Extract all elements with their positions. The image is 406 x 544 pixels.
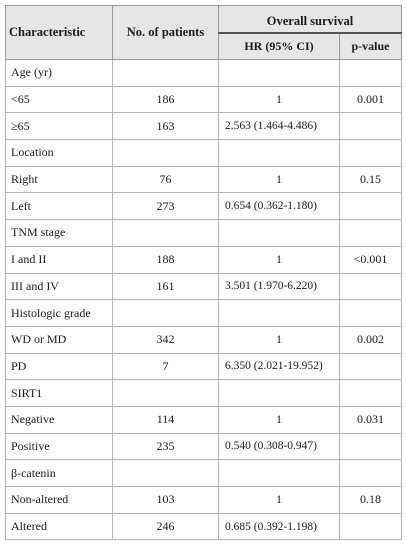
cell-patients: 114 xyxy=(113,406,219,433)
cell-pvalue: 0.002 xyxy=(340,326,402,353)
cell-hr xyxy=(219,140,340,167)
cell-hr xyxy=(219,220,340,247)
cell-patients xyxy=(113,380,219,407)
cell-pvalue: 0.18 xyxy=(340,487,402,514)
cell-characteristic: Location xyxy=(6,140,113,167)
cell-characteristic: Age (yr) xyxy=(6,60,113,87)
cell-patients: 103 xyxy=(113,487,219,514)
cell-hr: 0.540 (0.308-0.947) xyxy=(219,433,340,460)
cell-characteristic: III and IV xyxy=(6,273,113,300)
table-row xyxy=(6,300,402,327)
table-row xyxy=(6,380,402,407)
table-row xyxy=(6,273,402,300)
cell-pvalue xyxy=(340,460,402,487)
cell-pvalue: 0.001 xyxy=(340,86,402,113)
survival-table-container xyxy=(5,5,401,539)
cell-hr: 0.654 (0.362-1.180) xyxy=(219,193,340,220)
cell-patients: 7 xyxy=(113,353,219,380)
cell-patients: 76 xyxy=(113,166,219,193)
cell-hr: 1 xyxy=(219,406,340,433)
table-header xyxy=(6,6,402,60)
cell-patients xyxy=(113,220,219,247)
table-row xyxy=(6,140,402,167)
cell-patients: 188 xyxy=(113,246,219,273)
cell-characteristic: β-catenin xyxy=(6,460,113,487)
table-body xyxy=(6,60,402,540)
cell-pvalue xyxy=(340,140,402,167)
cell-hr: 3.501 (1.970-6.220) xyxy=(219,273,340,300)
cell-hr xyxy=(219,380,340,407)
cell-patients: 235 xyxy=(113,433,219,460)
table-row xyxy=(6,86,402,113)
header-pvalue: p-value xyxy=(340,33,402,60)
cell-pvalue xyxy=(340,380,402,407)
cell-characteristic: I and II xyxy=(6,246,113,273)
cell-characteristic: Histologic grade xyxy=(6,300,113,327)
cell-pvalue: 0.031 xyxy=(340,406,402,433)
cell-characteristic: Negative xyxy=(6,406,113,433)
cell-patients: 161 xyxy=(113,273,219,300)
cell-characteristic: Altered xyxy=(6,513,113,540)
cell-hr: 1 xyxy=(219,326,340,353)
cell-pvalue xyxy=(340,353,402,380)
table-row xyxy=(6,433,402,460)
cell-hr: 6.350 (2.021-19.952) xyxy=(219,353,340,380)
cell-characteristic: Left xyxy=(6,193,113,220)
cell-pvalue: 0.15 xyxy=(340,166,402,193)
header-hr: HR (95% CI) xyxy=(219,33,340,60)
cell-patients: 163 xyxy=(113,113,219,140)
cell-patients xyxy=(113,60,219,87)
cell-patients: 186 xyxy=(113,86,219,113)
cell-hr xyxy=(219,60,340,87)
table-row xyxy=(6,220,402,247)
cell-pvalue xyxy=(340,193,402,220)
cell-pvalue xyxy=(340,513,402,540)
cell-hr: 1 xyxy=(219,166,340,193)
table-row xyxy=(6,113,402,140)
cell-hr: 1 xyxy=(219,86,340,113)
table-row xyxy=(6,353,402,380)
cell-patients xyxy=(113,140,219,167)
table-row xyxy=(6,193,402,220)
cell-characteristic: SIRT1 xyxy=(6,380,113,407)
table-row xyxy=(6,60,402,87)
cell-pvalue xyxy=(340,220,402,247)
cell-pvalue: <0.001 xyxy=(340,246,402,273)
cell-hr: 2.563 (1.464-4.486) xyxy=(219,113,340,140)
cell-hr: 0.685 (0.392-1.198) xyxy=(219,513,340,540)
header-overall-survival: Overall survival xyxy=(219,6,402,33)
cell-pvalue xyxy=(340,433,402,460)
cell-characteristic: <65 xyxy=(6,86,113,113)
table-row xyxy=(6,326,402,353)
cell-pvalue xyxy=(340,300,402,327)
cell-pvalue xyxy=(340,113,402,140)
survival-table xyxy=(5,5,402,540)
cell-patients xyxy=(113,300,219,327)
cell-pvalue xyxy=(340,60,402,87)
cell-hr xyxy=(219,300,340,327)
cell-characteristic: ≥65 xyxy=(6,113,113,140)
table-row xyxy=(6,513,402,540)
cell-characteristic: Right xyxy=(6,166,113,193)
cell-patients: 246 xyxy=(113,513,219,540)
cell-hr xyxy=(219,460,340,487)
table-row xyxy=(6,166,402,193)
header-characteristic: Characteristic xyxy=(6,6,113,60)
cell-patients xyxy=(113,460,219,487)
cell-hr: 1 xyxy=(219,487,340,514)
cell-patients: 273 xyxy=(113,193,219,220)
cell-characteristic: Non-altered xyxy=(6,487,113,514)
table-row xyxy=(6,487,402,514)
cell-characteristic: PD xyxy=(6,353,113,380)
table-row xyxy=(6,460,402,487)
cell-patients: 342 xyxy=(113,326,219,353)
table-row xyxy=(6,246,402,273)
cell-characteristic: TNM stage xyxy=(6,220,113,247)
cell-characteristic: Positive xyxy=(6,433,113,460)
cell-hr: 1 xyxy=(219,246,340,273)
table-row xyxy=(6,406,402,433)
cell-pvalue xyxy=(340,273,402,300)
header-no-patients: No. of patients xyxy=(113,6,219,60)
cell-characteristic: WD or MD xyxy=(6,326,113,353)
